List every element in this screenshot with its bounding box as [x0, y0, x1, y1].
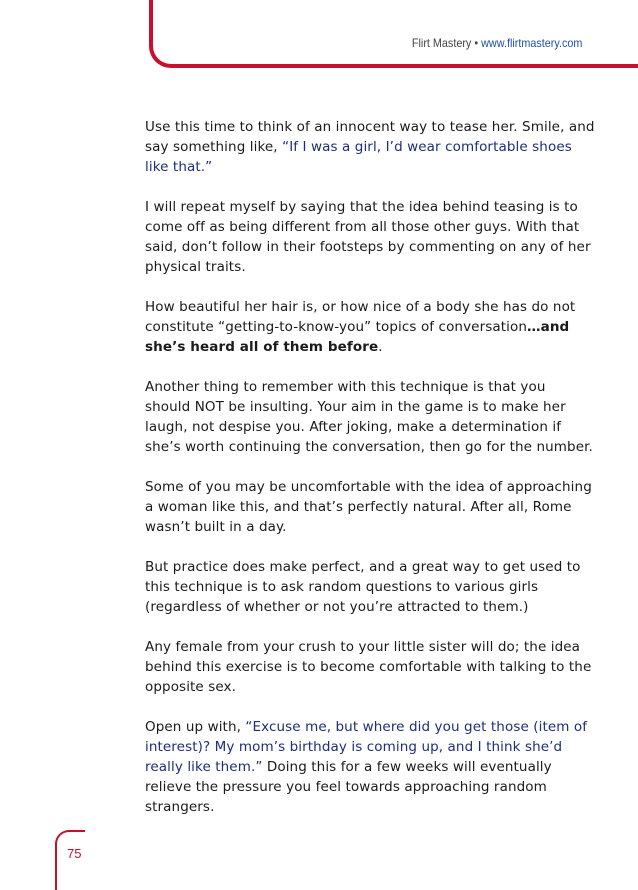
paragraph-1-text: Use this time to think of an innocent way to tease her. Smile, and say something like,: [145, 119, 595, 155]
paragraph-3-emphasis: …and she’s heard all of them before: [145, 319, 570, 355]
header-separator: •: [474, 36, 478, 50]
paragraph-8-end: Doing this for a few weeks will eventually relieve the pressure you feel towards approaching random strangers.: [145, 759, 552, 815]
body-text: [145, 117, 595, 837]
paragraph-3-end: .: [378, 339, 383, 355]
paragraph-3-text: How beautiful her hair is, or how nice of a body she has do not constitute “getting-to-know-you” topics of conversation: [145, 299, 576, 335]
paragraph-4: Another thing to remember with this technique is that you should NOT be insulting. Your aim in the game is to make her laugh, not despise you. After joking, make a determination if she’s worth continuing the conversation, then go for the number.: [145, 379, 593, 455]
paragraph-8-quote: “Excuse me, but where did you get those (item of interest)? My mom’s birthday is coming up, and I think she’d really like them.”: [145, 719, 588, 775]
paragraph-1-quote: “If I was a girl, I’d wear comfortable shoes like that.”: [145, 139, 572, 175]
paragraph-8-text: Open up with,: [145, 719, 246, 735]
paragraph-6: But practice does make perfect, and a great way to get used to this technique is to ask random questions to various girls (regardless of whether or not you’re attracted to them.): [145, 559, 581, 615]
paragraph-8: [145, 717, 595, 817]
paragraph-7: Any female from your crush to your little sister will do; the idea behind this exercise is to become comfortable with talking to the opposite sex.: [145, 639, 592, 695]
header-url[interactable]: www.flirtmastery.com: [480, 36, 582, 50]
paragraph-2: I will repeat myself by saying that the idea behind teasing is to come off as being different from all those other guys. With that said, don’t follow in their footsteps by commenting on any of her physical traits.: [145, 199, 591, 275]
header-brand: Flirt Mastery: [411, 36, 471, 50]
page-number: 75: [67, 846, 82, 861]
paragraph-1: [145, 117, 595, 177]
paragraph-5: Some of you may be uncomfortable with the idea of approaching a woman like this, and that’s perfectly natural. After all, Rome wasn’t built in a day.: [145, 479, 592, 535]
paragraph-3: [145, 297, 595, 357]
running-header: [412, 36, 582, 50]
header-frame-decoration: [149, 0, 638, 68]
